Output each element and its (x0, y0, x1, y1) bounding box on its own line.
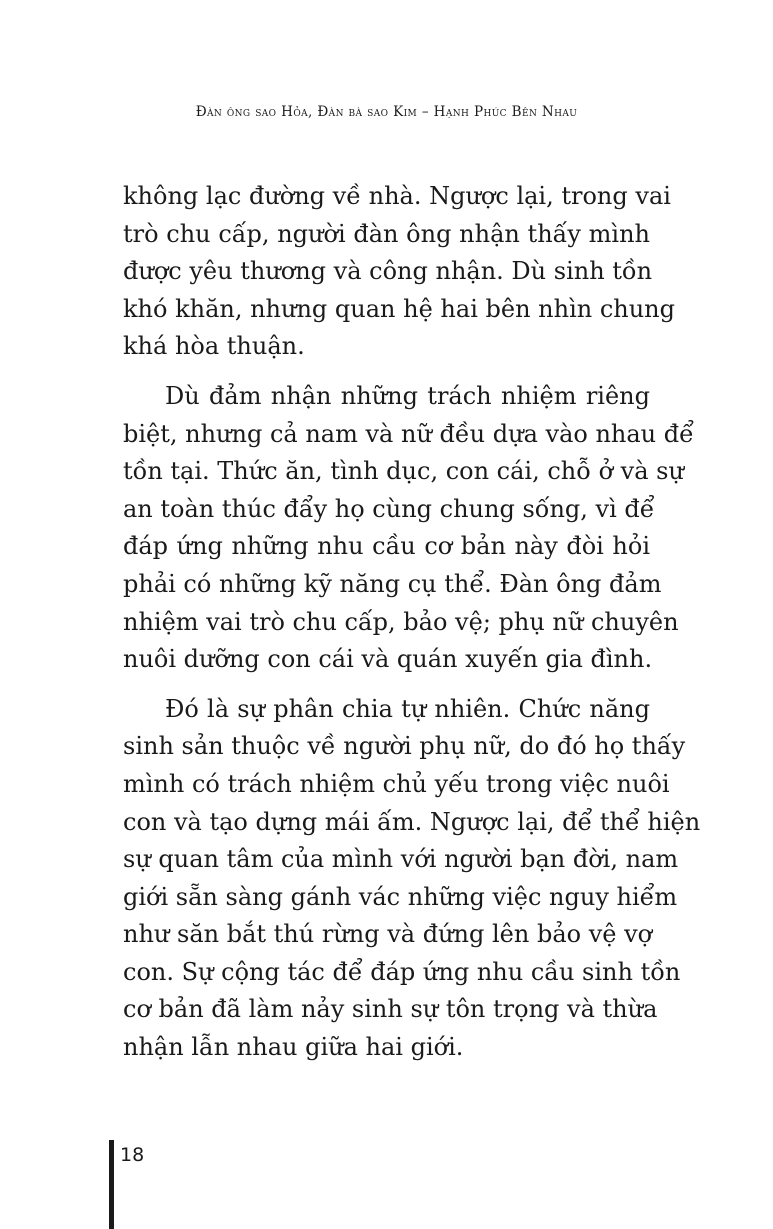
text-line: an toàn thúc đẩy họ cùng chung sống, vì để (123, 494, 655, 523)
paragraph-2 (123, 378, 694, 679)
text-line: phải có những kỹ năng cụ thể. Đàn ông đảm (123, 569, 662, 598)
text-line: sự quan tâm của mình với người bạn đời, nam (123, 845, 679, 874)
text-line: nuôi dưỡng con cái và quán xuyến gia đình. (123, 645, 653, 674)
body-text (123, 178, 701, 1067)
text-line: biệt, nhưng cả nam và nữ đều dựa vào nhau để (123, 419, 694, 448)
text-line: con và tạo dựng mái ấm. Ngược lại, để thể hiện (123, 807, 701, 836)
text-line: giới sẵn sàng gánh vác những việc nguy hiểm (123, 882, 678, 911)
text-line: Dù đảm nhận những trách nhiệm riêng (165, 381, 650, 410)
text-line: cơ bản đã làm nảy sinh sự tôn trọng và thừa (123, 995, 658, 1024)
text-line: nhận lẫn nhau giữa hai giới. (123, 1033, 464, 1062)
text-line: sinh sản thuộc về người phụ nữ, do đó họ thấy (123, 732, 686, 761)
text-line: trò chu cấp, người đàn ông nhận thấy mình (123, 219, 650, 248)
paragraph-1 (123, 178, 675, 366)
text-line: con. Sự cộng tác để đáp ứng nhu cầu sinh tồn (123, 957, 681, 986)
text-line: như săn bắt thú rừng và đứng lên bảo vệ vợ (123, 920, 653, 949)
text-line: tồn tại. Thức ăn, tình dục, con cái, chỗ ở và sự (123, 457, 684, 486)
running-header: Đàn ông sao Hỏa, Đàn bà sao Kim – Hạnh Phúc Bên Nhau (195, 104, 578, 120)
text-line: đáp ứng những nhu cầu cơ bản này đòi hỏi (123, 532, 650, 561)
text-line: Đó là sự phân chia tự nhiên. Chức năng (165, 694, 650, 723)
text-line: khó khăn, nhưng quan hệ hai bên nhìn chung (123, 294, 675, 323)
text-line: được yêu thương và công nhận. Dù sinh tồn (123, 257, 653, 286)
page-number: 18 (120, 1144, 145, 1166)
paragraph-3 (123, 691, 701, 1067)
text-line: nhiệm vai trò chu cấp, bảo vệ; phụ nữ chuyên (123, 607, 679, 636)
text-line: mình có trách nhiệm chủ yếu trong việc nuôi (123, 769, 670, 798)
text-line: khá hòa thuận. (123, 332, 305, 361)
page-number-rule (109, 1140, 114, 1229)
text-line: không lạc đường về nhà. Ngược lại, trong vai (123, 182, 671, 210)
